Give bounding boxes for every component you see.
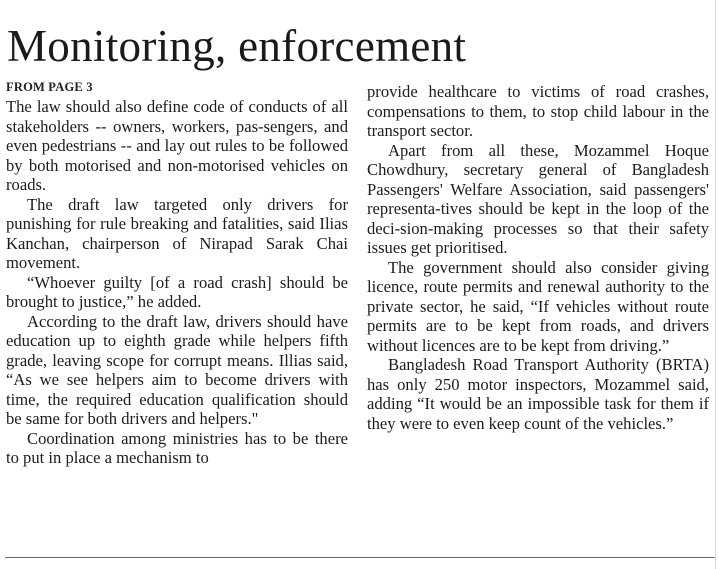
paragraph: Bangladesh Road Transport Authority (BRTA) has only 250 motor inspectors, Mozammel said, adding “It would be an impossible task for them if they were to even keep count of the vehicles.” <box>367 355 709 433</box>
paragraph: The draft law targeted only drivers for punishing for rule breaking and fatalities, said Ilias Kanchan, chairperson of Nirapad Sarak Chai movement. <box>6 194 348 272</box>
right-column <box>367 82 709 433</box>
continuation-kicker: FROM PAGE 3 <box>6 80 93 94</box>
paragraph: provide healthcare to victims of road crashes, compensations to them, to stop child labour in the transport sector. <box>367 82 709 140</box>
paragraph: The government should also consider giving licence, route permits and renewal authority to the private sector, he said, “If vehicles without route permits are to be kept from roads, and drivers without licences are to be kept from driving.” <box>367 257 709 355</box>
bottom-rule <box>5 557 715 558</box>
headline: Monitoring, enforcement <box>7 21 467 71</box>
paragraph: “Whoever guilty [of a road crash] should be brought to justice,” he added. <box>6 272 348 311</box>
article-body <box>6 78 710 538</box>
clipping-edge <box>715 0 716 569</box>
paragraph: According to the draft law, drivers should have education up to eighth grade while helpers fifth grade, leaving scope for corrupt means. Illias said, “As we see helpers aim to become drivers with time, the required education qualification should be same for both drivers and helpers." <box>6 311 348 428</box>
paragraph: The law should also define code of conducts of all stakeholders -- owners, workers, pas-sengers, and even pedestrians -- and lay out rules to be followed by both motorised and non-motorised vehicles on roads. <box>6 97 348 194</box>
left-column <box>6 78 348 468</box>
paragraph: Coordination among ministries has to be there to put in place a mechanism to <box>6 428 348 467</box>
paragraph: Apart from all these, Mozammel Hoque Chowdhury, secretary general of Bangladesh Passengers' Welfare Association, said passengers' representa-tives should be kept in the loop of the deci-sion-making processes so that their safety issues get prioritised. <box>367 140 709 257</box>
